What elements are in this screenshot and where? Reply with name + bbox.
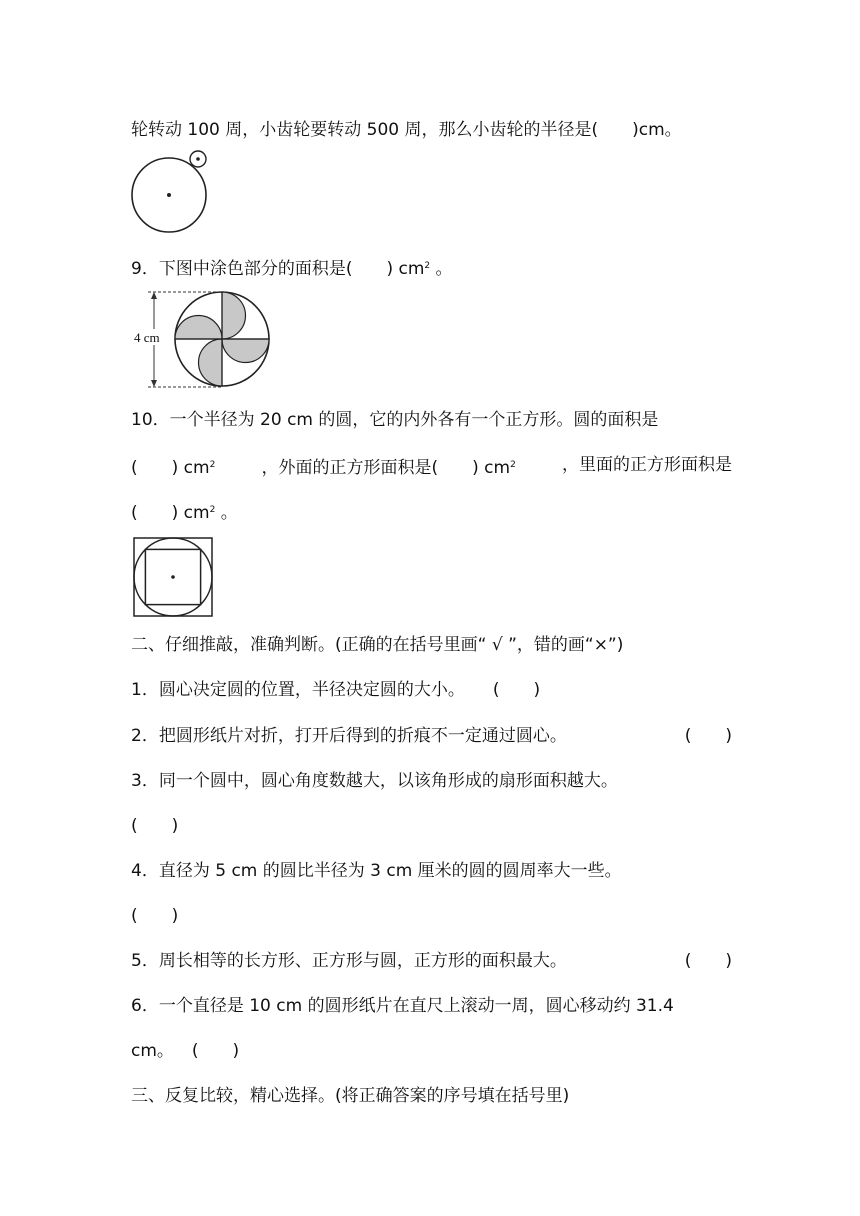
pinwheel-figure <box>128 285 276 393</box>
section2-heading: 二、仔细推敲，准确判断。(正确的在括号里画“ √ ”，错的画“×”) <box>131 635 624 655</box>
judge-item-4: 4．直径为 5 cm 的圆比半径为 3 cm 厘米的圆的圆周率大一些。 <box>131 861 622 881</box>
judge-item-3: 3．同一个圆中，圆心角度数越大，以该角形成的扇形面积越大。 <box>131 771 618 791</box>
gears-figure <box>128 148 212 234</box>
judge-item-2: 2．把圆形纸片对折，打开后得到的折痕不一定通过圆心。 ( ) <box>131 726 732 746</box>
circle-squares-figure <box>132 536 214 618</box>
q10-line3: ( ) $cm^2$ 。 <box>131 503 238 523</box>
shaded-half-circle-left <box>175 316 222 339</box>
q8-text: 轮转动 100 周，小齿轮要转动 500 周，那么小齿轮的半径是( )cm。 <box>131 120 682 140</box>
center-dot <box>171 575 175 579</box>
shaded-half-circle-top <box>222 292 246 339</box>
judge-item-4-blank: ( ) <box>131 906 179 926</box>
judge-item-6: 6．一个直径是 10 cm 的圆形纸片在直尺上滚动一周，圆心移动约 31.4 <box>131 996 674 1016</box>
large-gear-center <box>167 193 171 197</box>
section3-heading: 三、反复比较，精心选择。(将正确答案的序号填在括号里) <box>131 1086 570 1106</box>
judge-item-3-blank: ( ) <box>131 816 179 836</box>
judge-item-5: 5．周长相等的长方形、正方形与圆，正方形的面积最大。 ( ) <box>131 951 732 971</box>
judge-item-1: 1．圆心决定圆的位置，半径决定圆的大小。 ( ) <box>131 680 541 700</box>
shaded-half-circle-right <box>222 339 269 363</box>
q10-line2: ( ) $cm^2$ ，外面的正方形面积是( ) $cm^2$ ，里面的正方形面积是 <box>131 455 732 478</box>
dimension-label: 4 cm <box>134 330 160 345</box>
shaded-half-circle-bottom <box>199 339 222 386</box>
q9-text: 9．下图中涂色部分的面积是( ) $cm^2$ 。 <box>131 259 453 279</box>
small-gear-center <box>196 157 200 161</box>
judge-item-6-cont: cm。 ( ) <box>131 1041 240 1061</box>
q10-line1: 10．一个半径为 20 cm 的圆，它的内外各有一个正方形。圆的面积是 <box>131 410 659 430</box>
